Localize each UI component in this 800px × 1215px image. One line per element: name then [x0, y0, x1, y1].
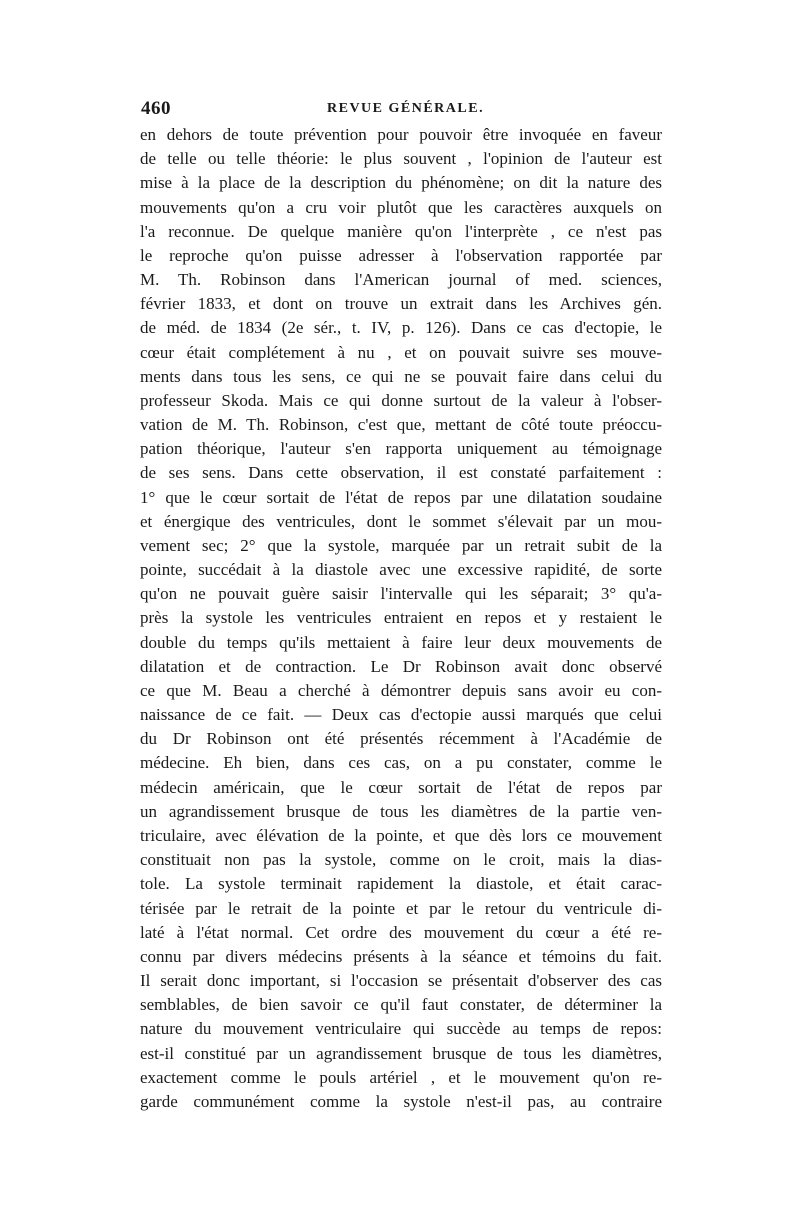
text-line: Il serait donc important, si l'occasion se présentait d'observer des cas: [140, 971, 662, 991]
text-line: laté à l'état normal. Cet ordre des mouvement du cœur a été re-: [140, 922, 662, 942]
journal-title: REVUE GÉNÉRALE.: [327, 101, 485, 116]
page-number: 460: [141, 98, 171, 119]
text-line: mise à la place de la description du phénomène; on dit la nature des: [140, 173, 662, 193]
text-line: et énergique des ventricules, dont le sommet s'élevait par un mou-: [140, 511, 662, 531]
text-line: triculaire, avec élévation de la pointe, et que dès lors ce mouvement: [140, 825, 662, 845]
text-line: cœur était complétement à nu , et on pouvait suivre ses mouve-: [140, 342, 662, 362]
text-line: pointe, succédait à la diastole avec une excessive rapidité, de sorte: [140, 560, 662, 580]
text-line: de méd. de 1834 (2e sér., t. IV, p. 126). Dans ce cas d'ectopie, le: [140, 318, 662, 338]
text-line: M. Th. Robinson dans l'American journal of med. sciences,: [140, 270, 662, 290]
text-line: double du temps qu'ils mettaient à faire leur deux mouvements de: [140, 632, 662, 652]
text-line: tole. La systole terminait rapidement la diastole, et était carac-: [140, 874, 662, 894]
text-line: en dehors de toute prévention pour pouvoir être invoquée en faveur: [140, 125, 662, 144]
text-line: de ses sens. Dans cette observation, il est constaté parfaitement :: [140, 463, 662, 483]
text-line: mouvements qu'on a cru voir plutôt que les caractères auxquels on: [140, 197, 662, 217]
text-line: térisée par le retrait de la pointe et par le retour du ventricule di-: [140, 898, 662, 918]
text-line: exactement comme le pouls artériel , et le mouvement qu'on re-: [140, 1067, 662, 1087]
text-line: février 1833, et dont on trouve un extrait dans les Archives gén.: [140, 294, 662, 314]
body-text: [140, 123, 662, 1114]
text-line: semblables, de bien savoir ce qu'il faut constater, de déterminer la: [140, 995, 662, 1015]
text-line: pation théorique, l'auteur s'en rapporta uniquement au témoignage: [140, 439, 662, 459]
text-line: professeur Skoda. Mais ce qui donne surtout de la valeur à l'obser-: [140, 390, 662, 410]
text-line: ce que M. Beau a cherché à démontrer depuis sans avoir eu con-: [140, 680, 662, 700]
text-line: un agrandissement brusque de tous les diamètres de la partie ven-: [140, 801, 662, 821]
text-line: constituait non pas la systole, comme on le croit, mais la dias-: [140, 850, 662, 870]
text-line: qu'on ne pouvait guère saisir l'intervalle qui les séparait; 3° qu'a-: [140, 584, 662, 604]
text-line: médecin américain, que le cœur sortait de l'état de repos par: [140, 777, 662, 797]
text-line: vement sec; 2° que la systole, marquée par un retrait subit de la: [140, 535, 662, 555]
text-line: l'a reconnue. De quelque manière qu'on l'interprète , ce n'est pas: [140, 221, 662, 241]
text-line: près la systole les ventricules entraient en repos et y restaient le: [140, 608, 662, 628]
text-line: est-il constitué par un agrandissement brusque de tous les diamètres,: [140, 1043, 662, 1063]
text-line: vation de M. Th. Robinson, c'est que, mettant de côté toute préoccu-: [140, 415, 662, 435]
text-line: le reproche qu'on puisse adresser à l'observation rapportée par: [140, 245, 662, 265]
text-line: médecine. Eh bien, dans ces cas, on a pu constater, comme le: [140, 753, 662, 773]
text-line: dilatation et de contraction. Le Dr Robinson avait donc observé: [140, 656, 662, 676]
running-head: [141, 98, 661, 122]
text-line: 1° que le cœur sortait de l'état de repos par une dilatation soudaine: [140, 487, 662, 507]
text-line: nature du mouvement ventriculaire qui succède au temps de repos:: [140, 1019, 662, 1039]
text-line: connu par divers médecins présents à la séance et témoins du fait.: [140, 946, 662, 966]
text-line: naissance de ce fait. — Deux cas d'ectopie aussi marqués que celui: [140, 705, 662, 725]
text-line: garde communément comme la systole n'est-il pas, au contraire: [140, 1091, 662, 1111]
text-line: de telle ou telle théorie: le plus souvent , l'opinion de l'auteur est: [140, 149, 662, 169]
text-line: du Dr Robinson ont été présentés récemment à l'Académie de: [140, 729, 662, 749]
text-line: ments dans tous les sens, ce qui ne se pouvait faire dans celui du: [140, 366, 662, 386]
